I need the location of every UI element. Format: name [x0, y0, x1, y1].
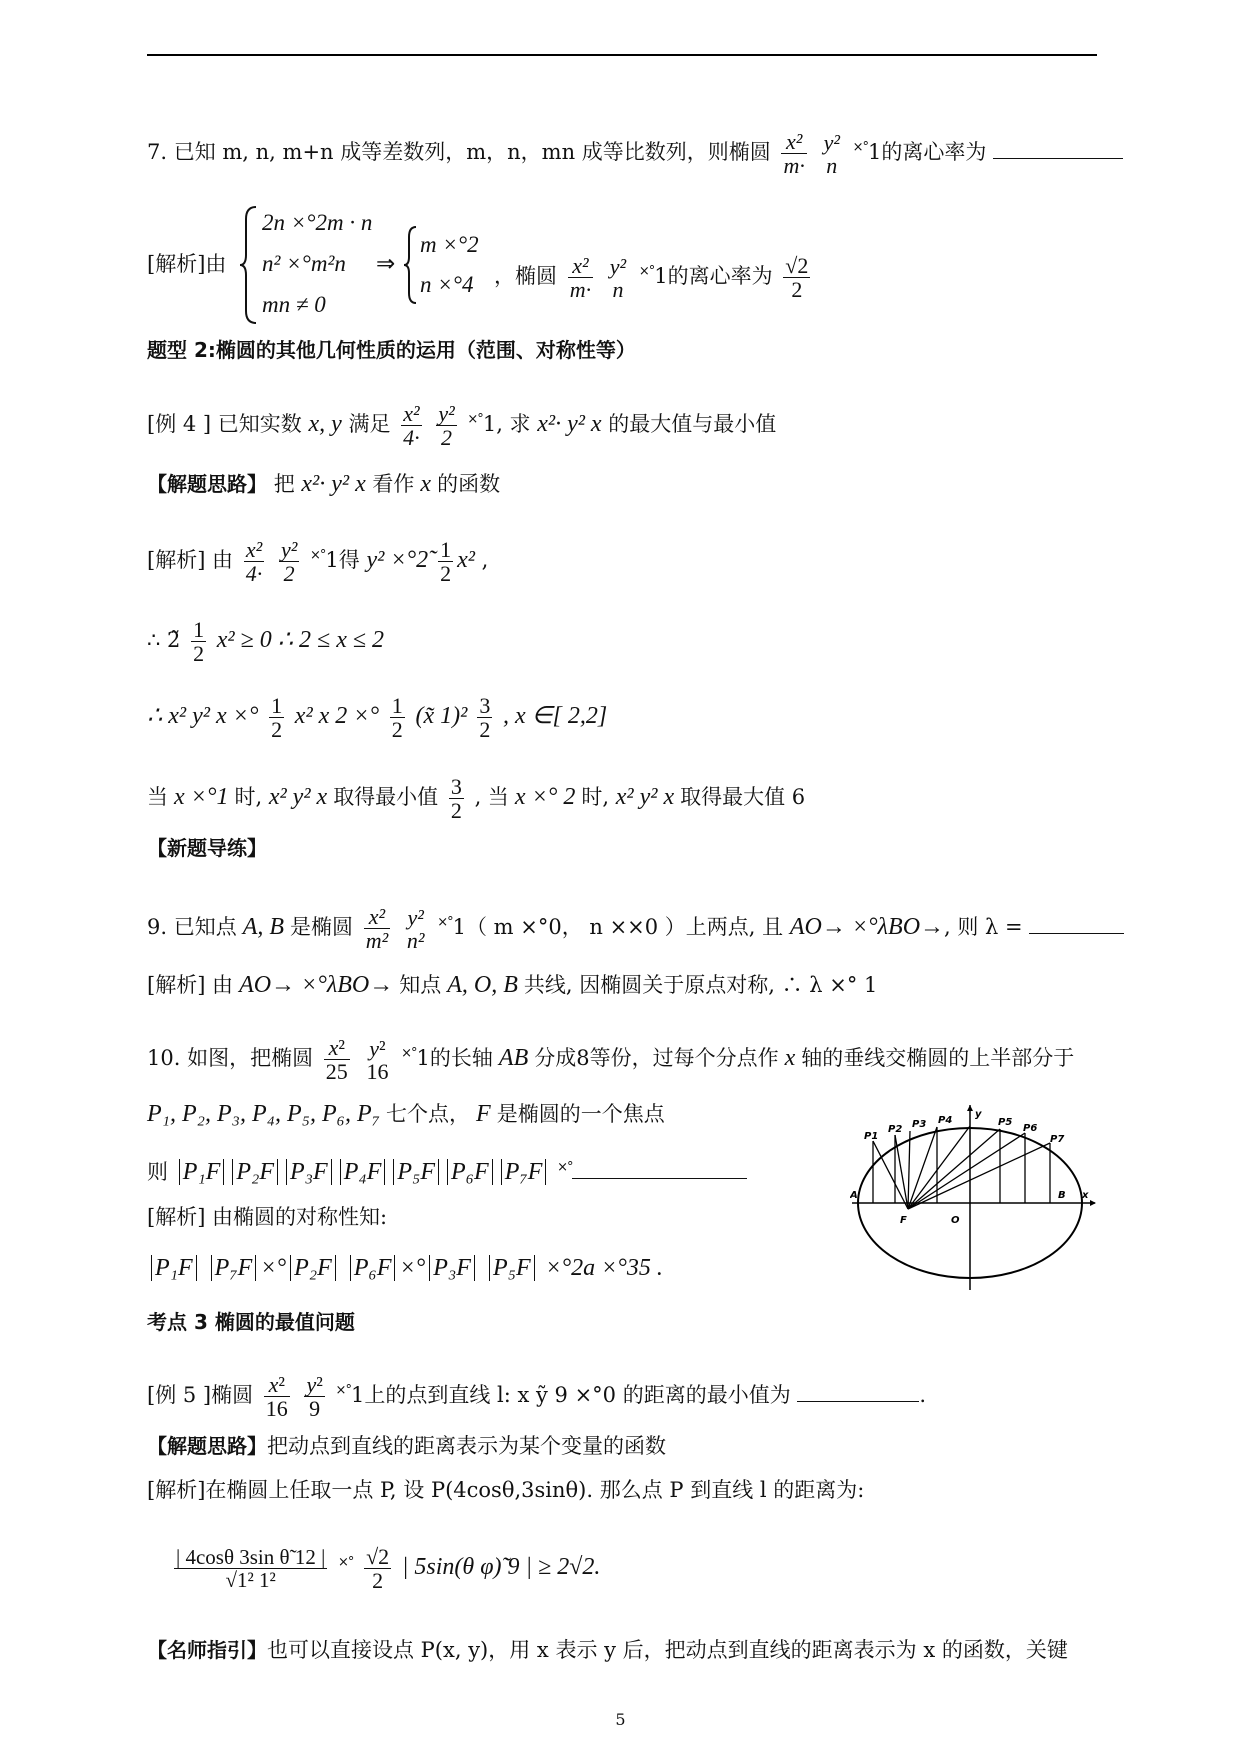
- figure-label-x: x: [1082, 1190, 1089, 1201]
- figure-label-b: B: [1058, 1190, 1066, 1201]
- result-brace-icon: [404, 225, 418, 305]
- question-7: 7. 已知 m, n, m+n 成等差数列，m，n，mn 成等比数列，则椭圆 $\frac{\text{x²}}{m\cdot}$ y² n ×°1的离心率为: [147, 130, 1123, 177]
- question-7-solution-tail: ，椭圆 $\frac{\text{x²}}{m\cdot}$ y² n ×°1的离心率为 $\frac{√2}{2}$: [494, 253, 809, 303]
- system-eq-1: 2n ×°2m · n: [262, 210, 373, 235]
- new-exercises-heading: 【新题导练】: [147, 836, 267, 860]
- idea-5: 【解题思路】把动点到直线的距离表示为某个变量的函数: [147, 1434, 666, 1458]
- example-5: [例 5 ]椭圆 $\frac{\text{x²}}{16}$ $\frac{\text{y²}}{9}$ ×°1上的点到直线 l: x ỹ 9 ×°0 的距离的最小值为 .: [147, 1372, 927, 1422]
- header-rule: [147, 54, 1097, 56]
- figure-label-p7: P7: [1050, 1134, 1065, 1145]
- implies-arrow: ⇒: [376, 251, 396, 276]
- section-heading-kp3: 考点 3 椭圆的最值问题: [147, 1310, 355, 1334]
- result-eq-2: n ×°4: [420, 272, 474, 297]
- figure-label-y: y: [975, 1109, 982, 1120]
- question-10-solution-label: [解析] 由椭圆的对称性知:: [147, 1205, 388, 1229]
- figure-label-f: F: [900, 1215, 907, 1226]
- result-eq-1: m ×°2: [420, 232, 479, 257]
- solution-5-text: [解析]在椭圆上任取一点 P, 设 P(4cosθ,3sinθ). 那么点 P 到直线 l 的距离为:: [147, 1478, 865, 1502]
- system-brace-icon: [240, 205, 258, 325]
- figure-label-p4: P4: [938, 1115, 953, 1126]
- question-10-line-2: P₁, P₂, P₃, P₄, P₅, P₆, P₇ 七个点， F 是椭圆的一个焦点: [147, 1101, 665, 1127]
- idea-4: 【解题思路】 把 x²· y² x 看作 x 的函数: [147, 471, 501, 497]
- teacher-tip: 【名师指引】也可以直接设点 P(x, y)，用 x 表示 y 后，把动点到直线的距离表示为 x 的函数，关键: [147, 1638, 1068, 1662]
- question-9-solution: [解析] 由 AO→ ×°λBO→ 知点 A, O, B 共线, 因椭圆关于原点对称, ∴ λ ×° 1: [147, 972, 878, 998]
- system-eq-2: n² ×°m²n: [262, 251, 346, 276]
- question-10-line-3: 则 P₁F P₂F P₃F P₄F P₅F P₆F P₇F ×°: [147, 1160, 747, 1184]
- solution-4-line-2: ∴ 2̃ $\frac{1}{2}$ x² ≥ 0 ∴ 2 ≤ x ≤ 2: [147, 617, 385, 667]
- ellipse-figure: [850, 1105, 1100, 1295]
- figure-label-a: A: [850, 1190, 858, 1201]
- system-eq-3: mn ≠ 0: [262, 292, 326, 317]
- section-heading-type2: 题型 2:椭圆的其他几何性质的运用（范围、对称性等）: [147, 338, 636, 362]
- figure-label-o: O: [951, 1215, 960, 1226]
- example-4: [例 4 ] 已知实数 x, y 满足 $\frac{\text{x²}}{4\cdot}$ $\frac{\text{y²}}{2}$ ×°1, 求 x²· y² x 的最大值与最小值: [147, 401, 777, 451]
- question-9: 9. 已知点 A, B 是椭圆 $\frac{\text{x²}}{\text{m²}}$ y² n² ×°1（ m ×°0， n ××0 ）上两点, 且 AO→ ×°λBO→, 则 λ =: [147, 905, 1124, 952]
- figure-label-p5: P5: [998, 1117, 1013, 1128]
- solution-5-formula: $\frac{\text{| 4cosθ 3sin θ̃ 12 |}}{\text{√1² 1²}}$ ×° $\frac{√2}{2}$ | 5sin(θ φ)̃ 9 | ≥ 2√2.: [176, 1544, 601, 1594]
- page-number: 5: [615, 1710, 626, 1729]
- solution-4-line-4: 当 x ×°1 时, x² y² x 取得最小值 $\frac{3}{2}$ , 当 x ×° 2 时, x² y² x 取得最大值 6: [147, 774, 806, 824]
- question-10: 10. 如图，把椭圆 $\frac{\text{x²}}{25}$ y² 16 ×°1的长轴 AB 分成8等份，过每个分点作 x 轴的垂线交椭圆的上半部分于: [147, 1035, 1075, 1085]
- solution-4-line-3: ∴ x² y² x ×° $\frac{1}{2}$ x² x 2 ×° $\frac{1}{2}$ (x̃ 1)² $\frac{3}{2}$ , x ∈[ 2,2]: [147, 693, 608, 743]
- question-7-solution-label: [解析]由: [147, 252, 227, 276]
- figure-label-p6: P6: [1023, 1123, 1038, 1134]
- figure-label-p2: P2: [888, 1124, 903, 1135]
- figure-label-p3: P3: [912, 1119, 927, 1130]
- figure-label-p1: P1: [864, 1131, 879, 1142]
- solution-4-line-1: [解析] 由 $\frac{\text{x²}}{4\cdot}$ $\frac{\text{y²}}{2}$ ×°1得 y² ×°2̃ $\frac{1}{2}$ x² ,: [147, 537, 489, 587]
- question-10-solution: P₁F P₇F ×° P₂F P₆F ×° P₃F P₅F ×°2a ×°35 .: [147, 1256, 663, 1280]
